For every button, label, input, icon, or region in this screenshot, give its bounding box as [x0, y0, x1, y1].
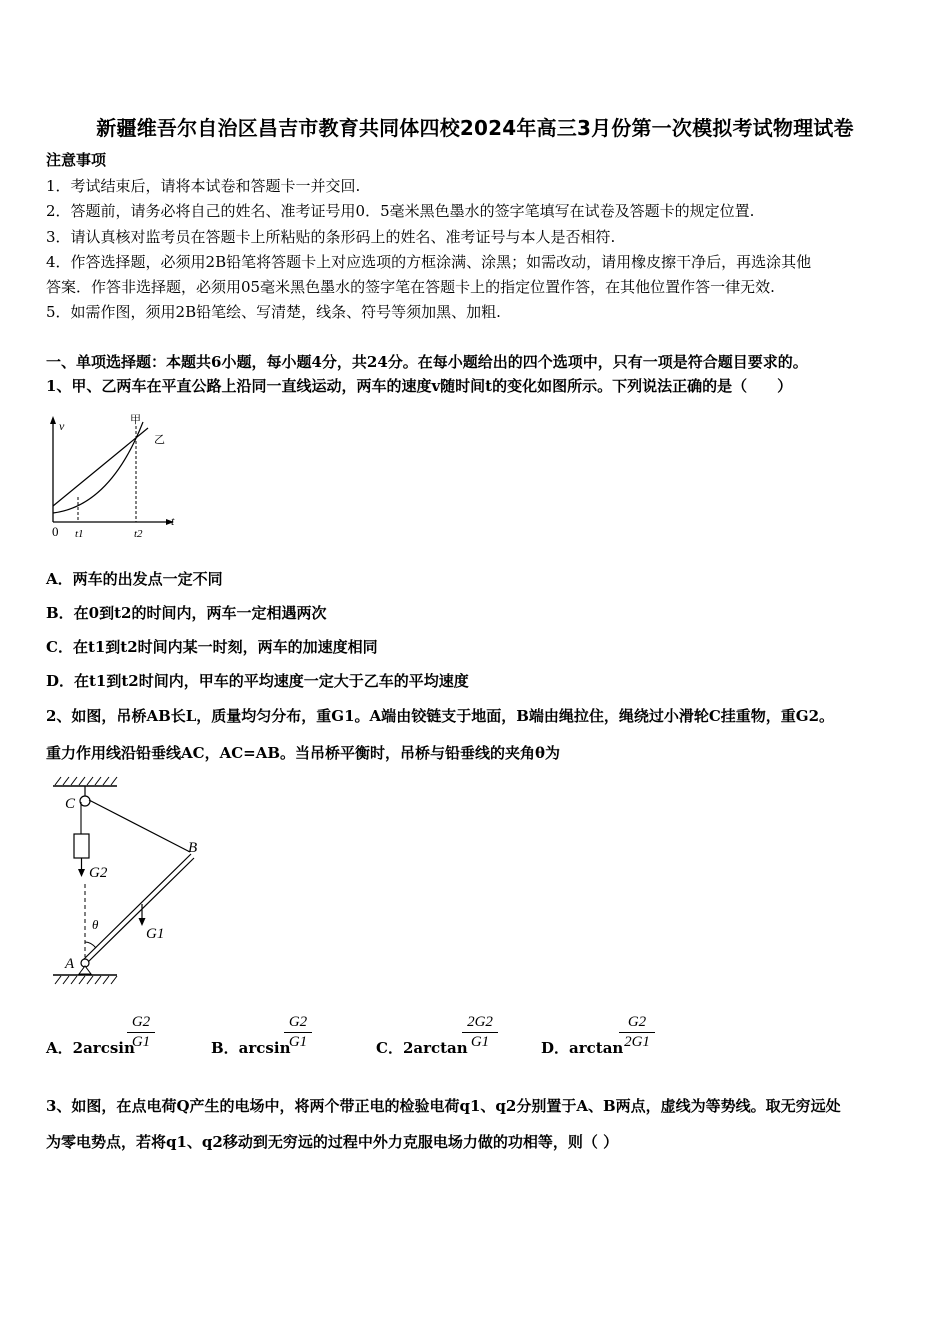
- fig-label-b: B: [188, 840, 198, 856]
- fig-label-theta: θ: [92, 917, 99, 932]
- graph-t-label: t: [171, 514, 175, 528]
- graph-t2-label: t2: [134, 528, 143, 540]
- q1-option-c: C．在t1到t2时间内某一时刻，两车的加速度相同: [46, 638, 378, 656]
- notice-item-2: 2．答题前，请务必将自己的姓名、准考证号用0．5毫米黑色墨水的签字笔填写在试卷及答题卡的规定位置.: [46, 202, 755, 220]
- q2-option-b-den: G1: [288, 1034, 308, 1050]
- q2-option-a-num: G2: [127, 1014, 155, 1033]
- exam-title: 新疆维吾尔自治区昌吉市教育共同体四校2024年高三3月份第一次模拟考试物理试卷: [96, 116, 854, 140]
- graph-yi-label: 乙: [154, 434, 165, 446]
- q3-stem-line1: 3、如图，在点电荷Q产生的电场中，将两个带正电的检验电荷q1、q2分别置于A、B两点，虚线为等势线。取无穷远处: [46, 1097, 841, 1115]
- q2-option-d: D．arctan: [541, 1039, 624, 1057]
- q2-stem-line2: 重力作用线沿铅垂线AC，AC=AB。当吊桥平衡时，吊桥与铅垂线的夹角θ为: [46, 744, 561, 762]
- q2-option-c: C．2arctan: [376, 1039, 468, 1057]
- fig-label-g1: G1: [146, 926, 165, 942]
- q2-stem-line1: 2、如图，吊桥AB长L，质量均匀分布，重G1。A端由铰链支于地面，B端由绳拉住，绳绕过小滑轮C挂重物，重G2。: [46, 707, 835, 725]
- section-heading: 一、单项选择题：本题共6小题，每小题4分，共24分。在每小题给出的四个选项中，只有一项是符合题目要求的。: [46, 353, 808, 371]
- graph-v-label: v: [59, 419, 65, 433]
- q2-bridge-figure: [45, 774, 215, 996]
- fig-label-a: A: [65, 956, 75, 972]
- q2-option-a-den: G1: [131, 1034, 151, 1050]
- q3-stem-line2: 为零电势点，若将q1、q2移动到无穷远的过程中外力克服电场力做的功相等，则（ ）: [46, 1133, 619, 1151]
- notice-item-5: 5．如需作图，须用2B铅笔绘、写清楚，线条、符号等须加黑、加粗.: [46, 303, 501, 321]
- q1-vt-graph: [40, 410, 190, 545]
- fig-label-c: C: [65, 796, 76, 812]
- q1-option-d: D．在t1到t2时间内，甲车的平均速度一定大于乙车的平均速度: [46, 672, 469, 690]
- q2-option-b: B．arcsin: [211, 1039, 291, 1057]
- q2-option-b-num: G2: [284, 1014, 312, 1033]
- q2-option-d-num: G2: [619, 1014, 655, 1033]
- q2-option-a: A．2arcsin: [46, 1039, 135, 1057]
- q1-option-b: B．在0到t2的时间内，两车一定相遇两次: [46, 604, 327, 622]
- q2-option-c-num: 2G2: [462, 1014, 498, 1033]
- q2-option-c-den: G1: [470, 1034, 490, 1050]
- q2-option-d-fraction: [619, 1014, 655, 1051]
- notice-item-4-cont: 答案．作答非选择题，必须用05毫米黑色墨水的签字笔在答题卡上的指定位置作答，在其他位置作答一律无效.: [46, 278, 775, 296]
- q1-option-a: A．两车的出发点一定不同: [46, 570, 223, 588]
- q1-stem: 1、甲、乙两车在平直公路上沿同一直线运动，两车的速度v随时间t的变化如图所示。下列说法正确的是（ ）: [46, 377, 793, 395]
- notice-item-1: 1．考试结束后，请将本试卷和答题卡一并交回.: [46, 177, 361, 195]
- graph-origin-label: 0: [52, 524, 59, 539]
- q2-option-c-fraction: [462, 1014, 498, 1051]
- notice-item-3: 3．请认真核对监考员在答题卡上所粘贴的条形码上的姓名、准考证号与本人是否相符.: [46, 228, 616, 246]
- notice-item-4: 4．作答选择题，必须用2B铅笔将答题卡上对应选项的方框涂满、涂黑；如需改动，请用橡皮擦干净后，再选涂其他: [46, 253, 812, 271]
- graph-t1-label: t1: [75, 528, 84, 540]
- fig-label-g2: G2: [89, 865, 108, 881]
- q2-option-d-den: 2G1: [624, 1034, 650, 1050]
- q2-option-a-fraction: [127, 1014, 155, 1051]
- q2-option-b-fraction: [284, 1014, 312, 1051]
- notice-heading: 注意事项: [46, 151, 107, 169]
- graph-jia-label: 甲: [130, 414, 141, 426]
